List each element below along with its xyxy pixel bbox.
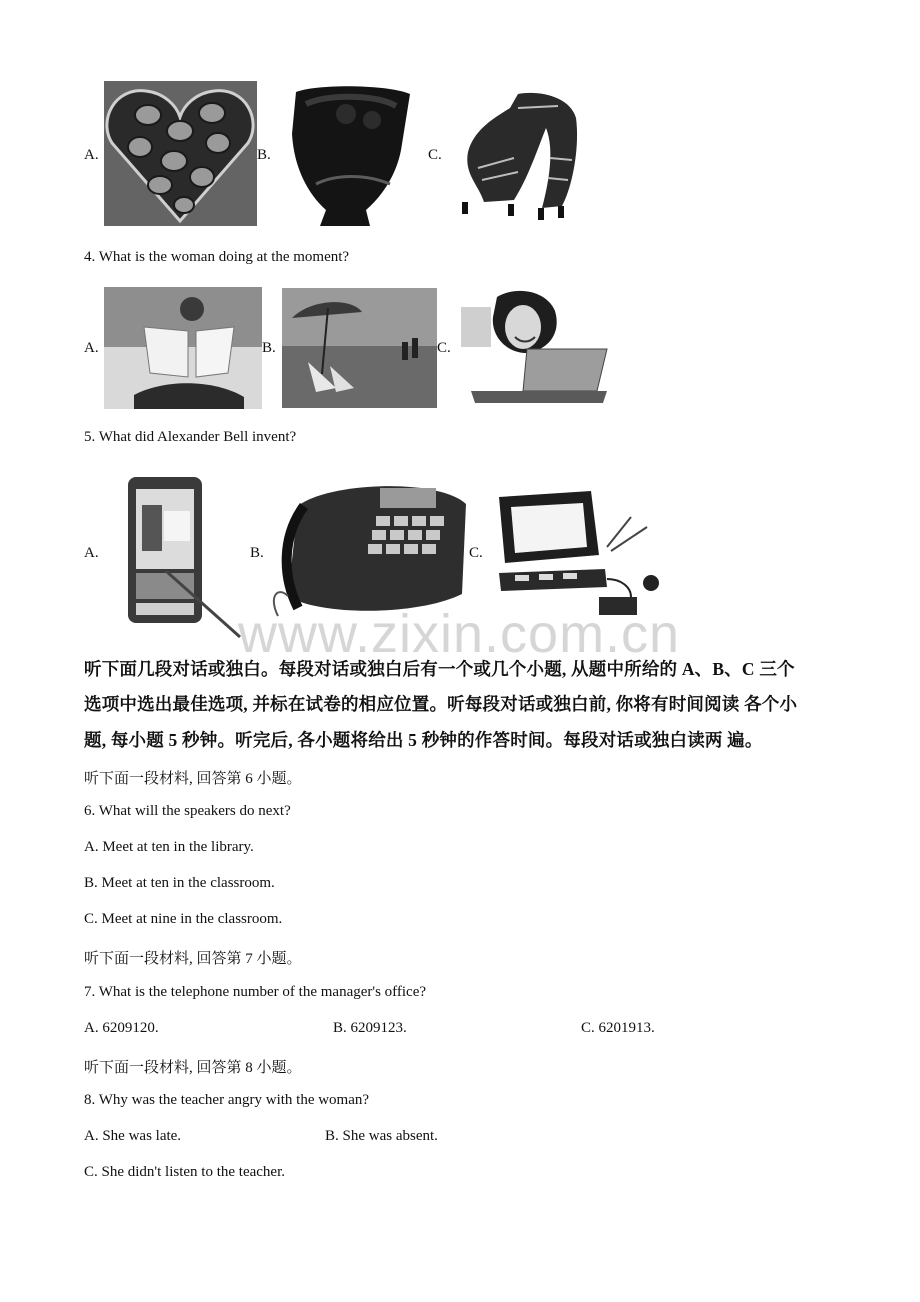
q6-option-a: A. Meet at ten in the library.	[84, 839, 254, 855]
q3-option-a-label: A.	[84, 147, 99, 163]
q6-intro: 听下面一段材料, 回答第 6 小题。	[84, 771, 302, 787]
q5-question: 5. What did Alexander Bell invent?	[84, 429, 297, 445]
scarf-image	[458, 88, 582, 222]
q4-question: 4. What is the woman doing at the moment?	[84, 249, 350, 265]
q4-option-a-label: A.	[84, 340, 99, 356]
flower-bouquet-image	[286, 84, 418, 228]
q6-option-c: C. Meet at nine in the classroom.	[84, 911, 283, 927]
q7-question: 7. What is the telephone number of the manager's office?	[84, 984, 427, 1000]
woman-computer-image	[457, 287, 612, 408]
q8-option-b: B. She was absent.	[325, 1128, 438, 1144]
beach-image	[282, 288, 437, 408]
smartphone-image	[126, 475, 244, 641]
instructions-line-3: 题, 每小题 5 秒钟。听完后, 各小题将给出 5 秒钟的作答时间。每段对话或独白读两 遍。	[84, 730, 763, 750]
desk-telephone-image	[268, 476, 468, 618]
q8-option-a: A. She was late.	[84, 1128, 182, 1144]
q7-option-c: C. 6201913.	[581, 1020, 655, 1036]
q7-option-b: B. 6209123.	[333, 1020, 407, 1036]
heart-chocolate-box-image	[104, 81, 257, 226]
instructions-line-1: 听下面几段对话或独白。每段对话或独白后有一个或几个小题, 从题中所给的 A、B、C 三个	[84, 659, 795, 679]
instructions-line-2: 选项中选出最佳选项, 并标在试卷的相应位置。听每段对话或独白前, 你将有时间阅读 各个小	[84, 694, 798, 714]
q7-option-a: A. 6209120.	[84, 1020, 159, 1036]
q8-option-c: C. She didn't listen to the teacher.	[84, 1164, 285, 1180]
q8-intro: 听下面一段材料, 回答第 8 小题。	[84, 1060, 302, 1076]
q5-option-b-label: B.	[250, 545, 264, 561]
q5-option-c-label: C.	[469, 545, 483, 561]
q3-option-b-label: B.	[257, 147, 271, 163]
q4-option-c-label: C.	[437, 340, 451, 356]
q5-option-a-label: A.	[84, 545, 99, 561]
woman-reading-image	[104, 287, 262, 409]
watermark: www.zixin.com.cn	[238, 604, 681, 664]
q6-option-b: B. Meet at ten in the classroom.	[84, 875, 275, 891]
q7-intro: 听下面一段材料, 回答第 7 小题。	[84, 951, 302, 967]
q3-option-c-label: C.	[428, 147, 442, 163]
q6-question: 6. What will the speakers do next?	[84, 803, 291, 819]
q4-option-b-label: B.	[262, 340, 276, 356]
q8-question: 8. Why was the teacher angry with the woman?	[84, 1092, 370, 1108]
